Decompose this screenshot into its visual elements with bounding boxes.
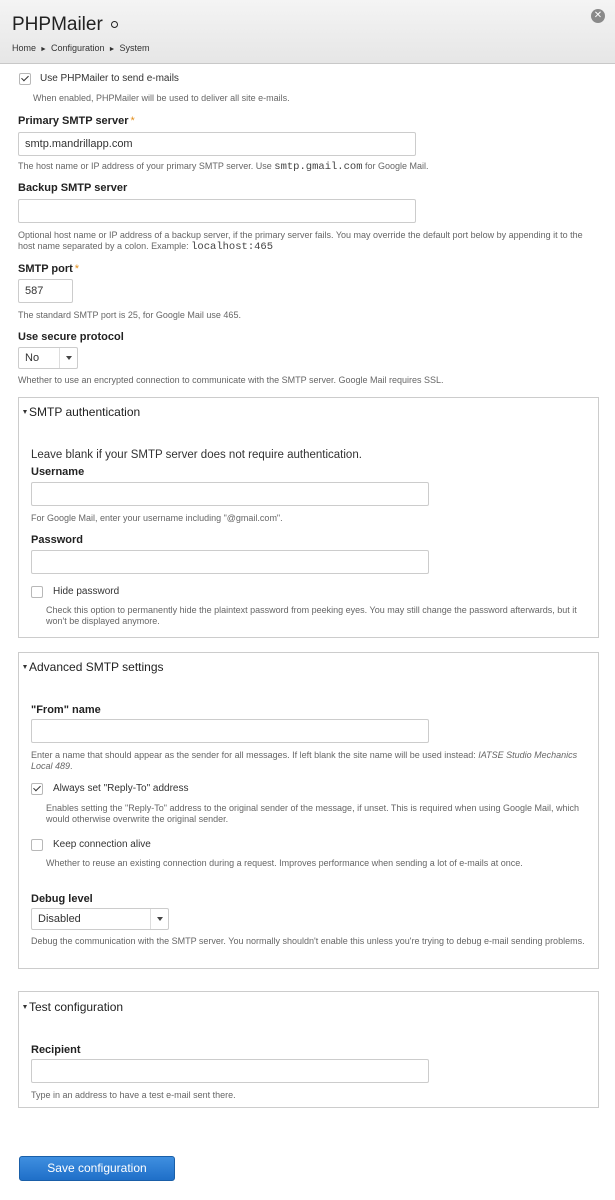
password-input[interactable] [31,550,429,574]
smtp-auth-intro: Leave blank if your SMTP server does not require authentication. [31,449,362,461]
breadcrumb-system[interactable]: System [119,43,150,53]
smtp-port-label: SMTP port * [18,263,80,275]
hide-password-checkbox[interactable] [31,586,43,598]
chevron-down-icon [150,909,168,929]
debug-level-label: Debug level [31,893,93,905]
breadcrumb [12,43,149,53]
page-header [0,0,615,64]
close-icon[interactable]: ✕ [591,9,605,23]
username-label: Username [31,466,85,478]
recipient-description: Type in an address to have a test e-mail sent there. [31,1090,236,1100]
reply-to-checkbox[interactable] [31,783,43,795]
secure-protocol-select[interactable]: No [18,347,78,369]
breadcrumb-home[interactable]: Home [12,43,37,53]
primary-smtp-label: Primary SMTP server * [18,115,135,127]
primary-smtp-input[interactable]: smtp.mandrillapp.com [18,132,416,156]
advanced-legend[interactable]: Advanced SMTP settings [23,660,164,674]
username-input[interactable] [31,482,429,506]
use-phpmailer-description: When enabled, PHPMailer will be used to deliver all site e-mails. [33,93,290,103]
required-marker: * [74,263,80,275]
username-description: For Google Mail, enter your username including "@gmail.com". [31,513,283,523]
save-configuration-button[interactable]: Save configuration [19,1156,175,1181]
page-title-text: PHPMailer [12,14,103,35]
backup-smtp-label: Backup SMTP server [18,182,128,194]
use-phpmailer-checkbox[interactable] [19,73,31,85]
reply-to-label[interactable]: Always set "Reply-To" address [53,783,189,794]
from-name-input[interactable] [31,719,429,743]
collapse-triangle-icon [23,665,27,669]
backup-smtp-input[interactable] [18,199,416,223]
breadcrumb-separator-icon: ► [40,46,47,53]
from-name-label: "From" name [31,704,101,716]
reply-to-description: Enables setting the "Reply-To" address to the original sender of the message, if unset. This is required when using Google Mail, which would otherwise overwrite the original sender. [46,803,580,824]
smtp-port-input[interactable]: 587 [18,279,73,303]
smtp-port-description: The standard SMTP port is 25, for Google Mail use 465. [18,310,241,320]
page-title [12,14,118,36]
password-label: Password [31,534,83,546]
recipient-label: Recipient [31,1044,81,1056]
backup-smtp-description: Optional host name or IP address of a backup server, if the primary server fails. You may override the default port below by appending it to the host name separated by a colon. Example: localhost:465 [18,230,583,253]
recipient-input[interactable] [31,1059,429,1083]
debug-level-description: Debug the communication with the SMTP server. You normally shouldn't enable this unless you're trying to debug e-mail sending problems. [31,936,585,946]
from-name-description: Enter a name that should appear as the sender for all messages. If left blank the site name will be used instead: IATSE Studio Mechanics Local 489. [31,750,578,771]
secure-protocol-description: Whether to use an encrypted connection to communicate with the SMTP server. Google Mail requires SSL. [18,375,444,385]
use-phpmailer-label[interactable]: Use PHPMailer to send e-mails [40,73,179,84]
add-shortcut-icon[interactable] [111,21,118,28]
hide-password-label[interactable]: Hide password [53,586,120,597]
debug-level-select[interactable]: Disabled [31,908,169,930]
collapse-triangle-icon [23,410,27,414]
collapse-triangle-icon [23,1005,27,1009]
test-config-legend[interactable]: Test configuration [23,1000,123,1014]
required-marker: * [130,115,135,127]
breadcrumb-separator-icon: ► [108,46,116,53]
keep-alive-description: Whether to reuse an existing connection during a request. Improves performance when sending a lot of e-mails at once. [46,858,523,868]
smtp-auth-legend[interactable]: SMTP authentication [23,405,140,419]
keep-alive-label[interactable]: Keep connection alive [53,839,151,850]
secure-protocol-label: Use secure protocol [18,331,124,343]
chevron-down-icon [59,348,77,368]
breadcrumb-configuration[interactable]: Configuration [50,43,105,53]
primary-smtp-description: The host name or IP address of your primary SMTP server. Use smtp.gmail.com for Google Mail. [18,161,429,173]
keep-alive-checkbox[interactable] [31,839,43,851]
hide-password-description: Check this option to permanently hide the plaintext password from peeking eyes. You may still change the password afterwards, but it won't be displayed anymore. [46,605,577,626]
